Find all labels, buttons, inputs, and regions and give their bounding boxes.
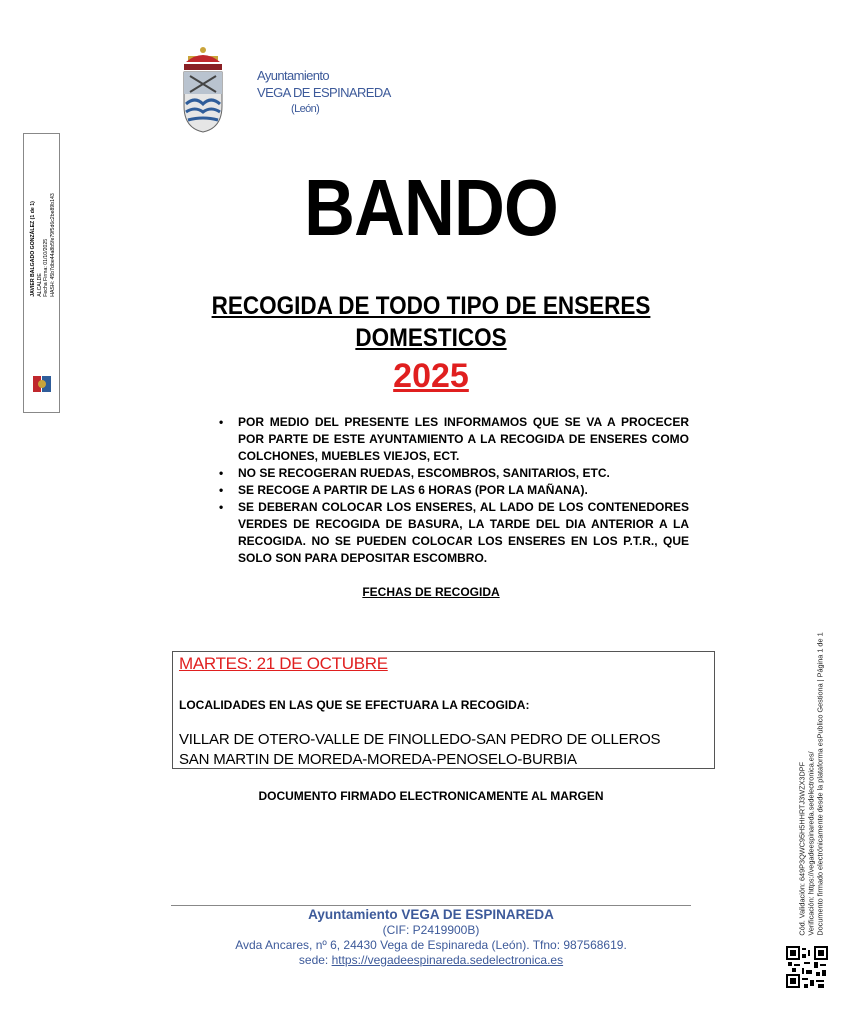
footer-address: Avda Ancares, nº 6, 24430 Vega de Espinareda (León). Tfno: 987568619. — [235, 938, 627, 952]
validation-text — [788, 625, 834, 943]
bullet-text: SE RECOGE A PARTIR DE LAS 6 HORAS (POR LA MAÑANA). — [238, 483, 588, 497]
validation-note: Documento firmado electrónicamente desde la plataforma esPublico Gestiona | Página 1 de 1 — [815, 632, 825, 936]
localities-label: LOCALIDADES EN LAS QUE SE EFECTUARA LA RECOGIDA: — [179, 698, 530, 712]
footer-name: Ayuntamiento VEGA DE ESPINAREDA — [308, 907, 554, 922]
header-line-ayuntamiento: Ayuntamiento — [257, 68, 330, 83]
list-item — [219, 414, 689, 465]
collection-date: MARTES: 21 DE OCTUBRE — [179, 654, 388, 673]
signature-hash: HASH: 45b7dbe44a8b5fe79f5d6c2be89b143 — [49, 193, 55, 297]
document-year: 2025 — [393, 357, 469, 395]
header-line-province: (León) — [291, 103, 320, 115]
list-item — [219, 482, 689, 499]
sede-link[interactable]: https://vegadeespinareda.sedelectronica.es — [331, 953, 564, 967]
bullet-icon: • — [219, 415, 224, 429]
qr-code-icon — [786, 946, 828, 988]
list-item — [219, 465, 689, 482]
collection-dates-heading: FECHAS DE RECOGIDA — [362, 585, 500, 599]
validation-code: Cód. Validación: 649P3QWC95H5HHRTJ3WZX3DPF — [797, 761, 807, 936]
footer — [171, 907, 691, 968]
collection-info-box — [172, 651, 715, 769]
list-item — [219, 499, 689, 567]
bullet-icon: • — [219, 466, 224, 480]
header-line-name: VEGA DE ESPINAREDA — [257, 85, 391, 100]
footer-cif: (CIF: P2419900B) — [382, 923, 480, 937]
signature-date: Fecha Firma: 01/10/2025 — [42, 238, 49, 297]
validation-url: Verificación: https://vegadeespinareda.sedelectronica.es/ — [806, 751, 816, 936]
bullet-icon: • — [219, 483, 224, 497]
subtitle-line-1: RECOGIDA DE TODO TIPO DE ENSERES — [211, 292, 651, 320]
municipality-header — [257, 67, 391, 118]
bullet-text: NO SE RECOGERAN RUEDAS, ESCOMBROS, SANITARIOS, ETC. — [238, 466, 610, 480]
subtitle-line-2: DOMESTICOS — [355, 324, 507, 352]
footer-sede — [171, 953, 691, 968]
document-title: BANDO — [304, 163, 558, 252]
bullet-text: POR MEDIO DEL PRESENTE LES INFORMAMOS QUE SE VA A PROCECER POR PARTE DE ESTE AYUNTAMIENTO A LA RECOGIDA DE ENSERES COMO COLCHONES, MUEBLES VIEJOS, ECT. — [238, 415, 689, 463]
footer-divider — [171, 905, 691, 906]
localities-line-1: VILLAR DE OTERO-VALLE DE FINOLLEDO-SAN PEDRO DE OLLEROS — [179, 731, 661, 748]
bullet-text: SE DEBERAN COLOCAR LOS ENSERES, AL LADO DE LOS CONTENEDORES VERDES DE RECOGIDA DE BASURA, LA TARDE DEL DIA ANTERIOR A LA RECOGIDA. NO SE PUEDEN COLOCAR LOS ENSERES EN LOS P.T.R., QUE SOLO SON PARA DEPOSITAR ESCOMBRO. — [238, 500, 689, 565]
coat-of-arms-logo — [178, 44, 228, 136]
signer-role: ALCALDE — [36, 273, 42, 297]
signed-note: DOCUMENTO FIRMADO ELECTRONICAMENTE AL MARGEN — [258, 789, 604, 803]
localities-line-2: SAN MARTIN DE MOREDA-MOREDA-PENOSELO-BURBIA — [179, 751, 577, 768]
notice-bullet-list — [219, 414, 689, 567]
signer-name: JAVIER BALGADO GONZÁLEZ (1 de 1) — [29, 201, 36, 297]
bullet-icon: • — [219, 500, 224, 514]
sede-label: sede: — [298, 953, 329, 967]
